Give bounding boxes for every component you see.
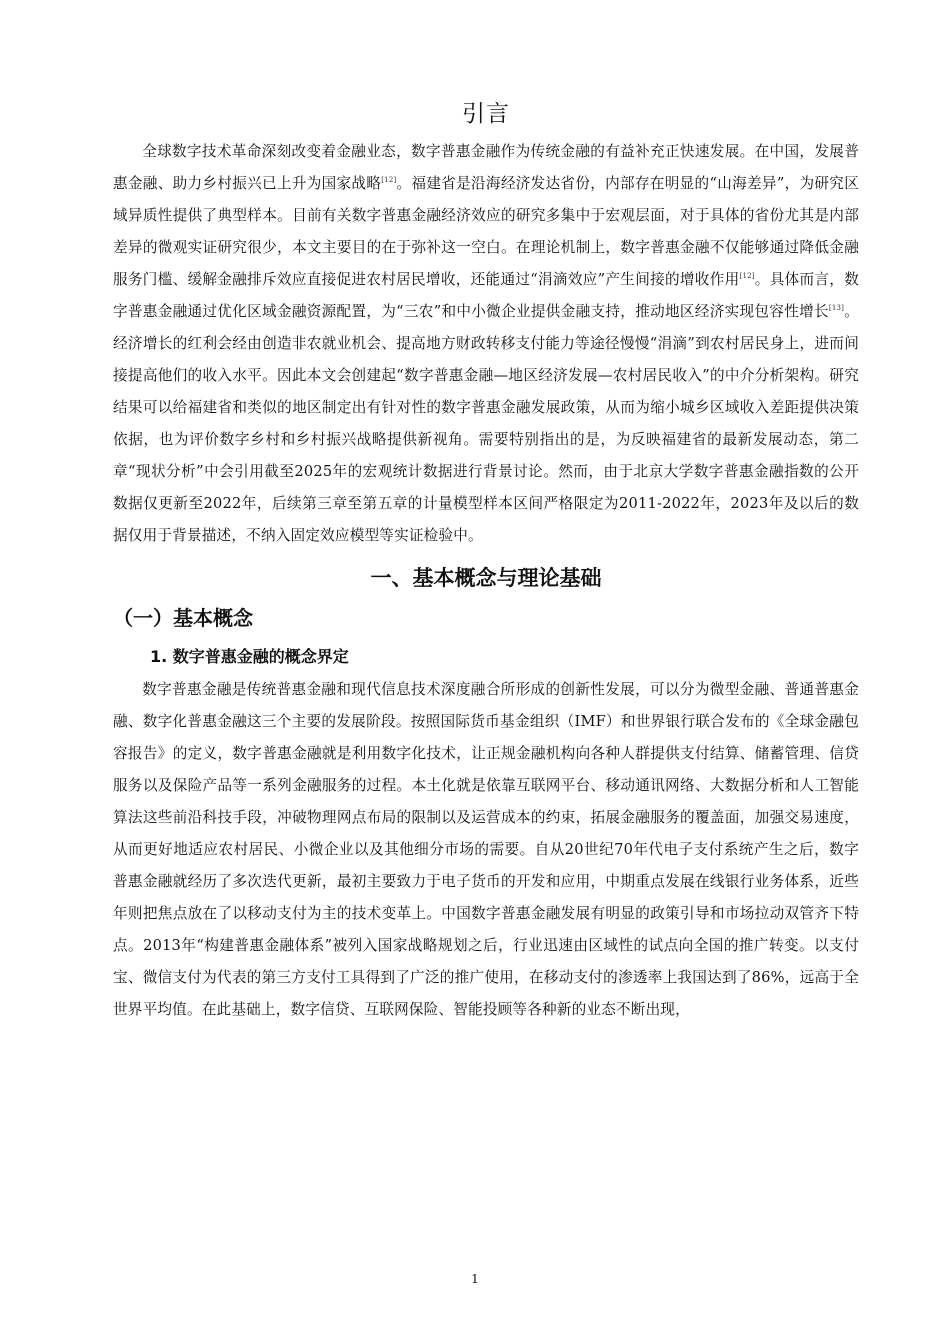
section-title: （一）基本概念 — [113, 606, 253, 630]
intro-text-d: 。经济增长的红利会经由创造非农就业机会、提高地方财政转移支付能力等途径慢慢“涓滴”到农村居民身上，进而间接提高他们的收入水平。因此本文会创建起“数字普惠金融—地区经济发展—农村居民收入”的中介分析架构。研究结果可以给福建省和类似的地区制定出有针对性的数字普惠金融发展政策，从而为缩小城乡区域收入差距提供决策依据，也为评价数字乡村和乡村振兴战略提供新视角。需要特别指出的是，为反映福建省的最新发展动态，第二章“现状分析”中会引用截至2025年的宏观统计数据进行背景讨论。然而，由于北京大学数字普惠金融指数的公开数据仅更新至2022年，后续第三章至第五章的计量模型样本区间严格限定为2011-2022年，2023年及以后的数据仅用于背景描述，不纳入固定效应模型等实证检验中。 — [113, 303, 859, 544]
page-content — [113, 96, 859, 1026]
citation-ref-12b[interactable]: [12] — [739, 272, 755, 281]
chapter-title: 一、基本概念与理论基础 — [370, 566, 602, 590]
intro-text-c: 。具体而言，数字普惠金融通过优化区域金融资源配置，为“三农”和中小微企业提供金融支持，推动地区经济实现包容性增长 — [113, 271, 859, 320]
definition-paragraph: 数字普惠金融是传统普惠金融和现代信息技术深度融合所形成的创新性发展，可以分为微型金融、普通普惠金融、数字化普惠金融这三个主要的发展阶段。按照国际货币基金组织（IMF）和世界银行联合发布的《全球金融包容报告》的定义，数字普惠金融就是利用数字化技术，让正规金融机构向各种人群提供支付结算、储蓄管理、信贷服务以及保险产品等一系列金融服务的过程。本土化就是依靠互联网平台、移动通讯网络、大数据分析和人工智能算法这些前沿科技手段，冲破物理网点布局的限制以及运营成本的约束，拓展金融服务的覆盖面，加强交易速度，从而更好地适应农村居民、小微企业以及其他细分市场的需要。自从20世纪70年代电子支付系统产生之后，数字普惠金融就经历了多次迭代更新，最初主要致力于电子货币的开发和应用，中期重点发展在线银行业务体系，近些年则把焦点放在了以移动支付为主的技术变革上。中国数字普惠金融发展有明显的政策引导和市场拉动双管齐下特点。2013年“构建普惠金融体系”被列入国家战略规划之后，行业迅速由区域性的试点向全国的推广转变。以支付宝、微信支付为代表的第三方支付工具得到了广泛的推广使用，在移动支付的渗透率上我国达到了86%，远高于全世界平均值。在此基础上，数字信贷、互联网保险、智能投顾等各种新的业态不断出现， — [113, 681, 859, 1018]
intro-text-b: 。福建省是沿海经济发达省份，内部存在明显的“山海差异”，为研究区域异质性提供了典型样本。目前有关数字普惠金融经济效应的研究多集中于宏观层面，对于具体的省份尤其是内部差异的微观实证研究很少，本文主要目的在于弥补这一空白。在理论机制上，数字普惠金融不仅能够通过降低金融服务门槛、缓解金融排斥效应直接促进农村居民增收，还能通过“涓滴效应”产生间接的增收作用 — [113, 175, 859, 288]
subsection-title: 1. 数字普惠金融的概念界定 — [150, 647, 349, 666]
citation-ref-12a[interactable]: [12] — [381, 176, 397, 185]
page-number: 1 — [471, 1272, 479, 1286]
citation-ref-13[interactable]: [13] — [828, 304, 845, 313]
intro-title: 引言 — [462, 101, 510, 127]
intro-paragraph — [113, 136, 859, 552]
intro-text-a: 全球数字技术革命深刻改变着金融业态，数字普惠金融作为传统金融的有益补充正快速发展。在中国，发展普惠金融、助力乡村振兴已上升为国家战略 — [113, 143, 859, 192]
